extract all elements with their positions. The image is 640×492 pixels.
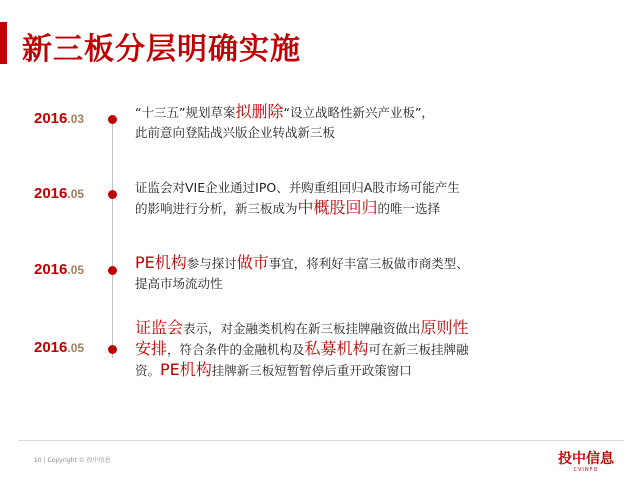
- event-segment: 资。: [135, 363, 161, 378]
- event-highlight: 私募机构: [304, 339, 369, 358]
- event-line: [135, 318, 515, 339]
- event-highlight: 做市: [236, 253, 269, 272]
- event-segment: “十三五”规划草案: [135, 105, 236, 120]
- event-segment: “设立战略性新兴产业板”，: [283, 105, 434, 120]
- event-highlight: PE机构: [135, 253, 187, 272]
- event-month: .05: [67, 187, 85, 201]
- event-line: [135, 123, 515, 143]
- copyright-text: Copyright © 投中信息: [47, 457, 111, 464]
- event-segment: 的唯一选择: [377, 201, 441, 216]
- logo-sub-text: CVINFO: [573, 467, 599, 473]
- event-date: [34, 110, 84, 128]
- event-text: [135, 102, 515, 143]
- event-segment: 挂牌新三板短暂暂停后重开政策窗口: [211, 363, 412, 378]
- event-date: [34, 339, 84, 357]
- event-segment: 证监会对VIE企业通过IPO、并购重组回归A股市场可能产生: [135, 180, 460, 195]
- footer-divider: [18, 440, 624, 441]
- event-line: [135, 274, 515, 294]
- event-text: [135, 318, 515, 381]
- event-line: [135, 253, 515, 274]
- page-title: 新三板分层明确实施: [22, 32, 301, 67]
- event-highlight: 拟删除: [235, 102, 284, 121]
- event-line: [135, 198, 515, 219]
- event-date: [34, 185, 84, 203]
- event-month: .05: [67, 263, 85, 277]
- timeline-dot: [108, 345, 117, 354]
- event-line: [135, 102, 515, 123]
- event-segment: 表示，对金融类机构在新三板挂牌融资做出: [183, 321, 421, 336]
- event-year: 2016: [34, 339, 68, 356]
- timeline-dot: [108, 115, 117, 124]
- event-segment: ，符合条件的金融机构及: [167, 342, 305, 357]
- brand-logo: [558, 451, 614, 473]
- event-segment: 事宜，将利好丰富三板做市商类型、: [268, 256, 469, 271]
- event-year: 2016: [34, 261, 68, 278]
- event-line: [135, 360, 515, 381]
- timeline-line: [112, 118, 113, 358]
- event-text: [135, 253, 515, 294]
- footer-info: 10 | Copyright © 投中信息: [34, 457, 111, 464]
- logo-main-text: 投中信息: [558, 451, 614, 467]
- event-text: [135, 178, 515, 219]
- event-highlight: 中概股回归: [297, 198, 378, 217]
- event-line: [135, 178, 515, 198]
- event-highlight: 原则性: [420, 318, 469, 337]
- event-segment: 提高市场流动性: [135, 276, 223, 291]
- event-date: [34, 261, 84, 279]
- title-accent-bar: [0, 22, 7, 64]
- event-month: .03: [67, 112, 85, 126]
- event-segment: 此前意向登陆战兴版企业转战新三板: [135, 125, 336, 140]
- page-number: 10: [34, 457, 42, 464]
- event-year: 2016: [34, 110, 68, 127]
- event-segment: 可在新三板挂牌融: [368, 342, 469, 357]
- timeline-dot: [108, 190, 117, 199]
- event-line: [135, 339, 515, 360]
- timeline-dot: [108, 266, 117, 275]
- event-highlight: PE机构: [160, 360, 212, 379]
- event-segment: 的影响进行分析，新三板成为: [135, 201, 298, 216]
- event-highlight: 证监会: [135, 318, 184, 337]
- event-year: 2016: [34, 185, 68, 202]
- event-highlight: 安排: [135, 339, 168, 358]
- event-month: .05: [67, 341, 85, 355]
- event-segment: 参与探讨: [186, 256, 237, 271]
